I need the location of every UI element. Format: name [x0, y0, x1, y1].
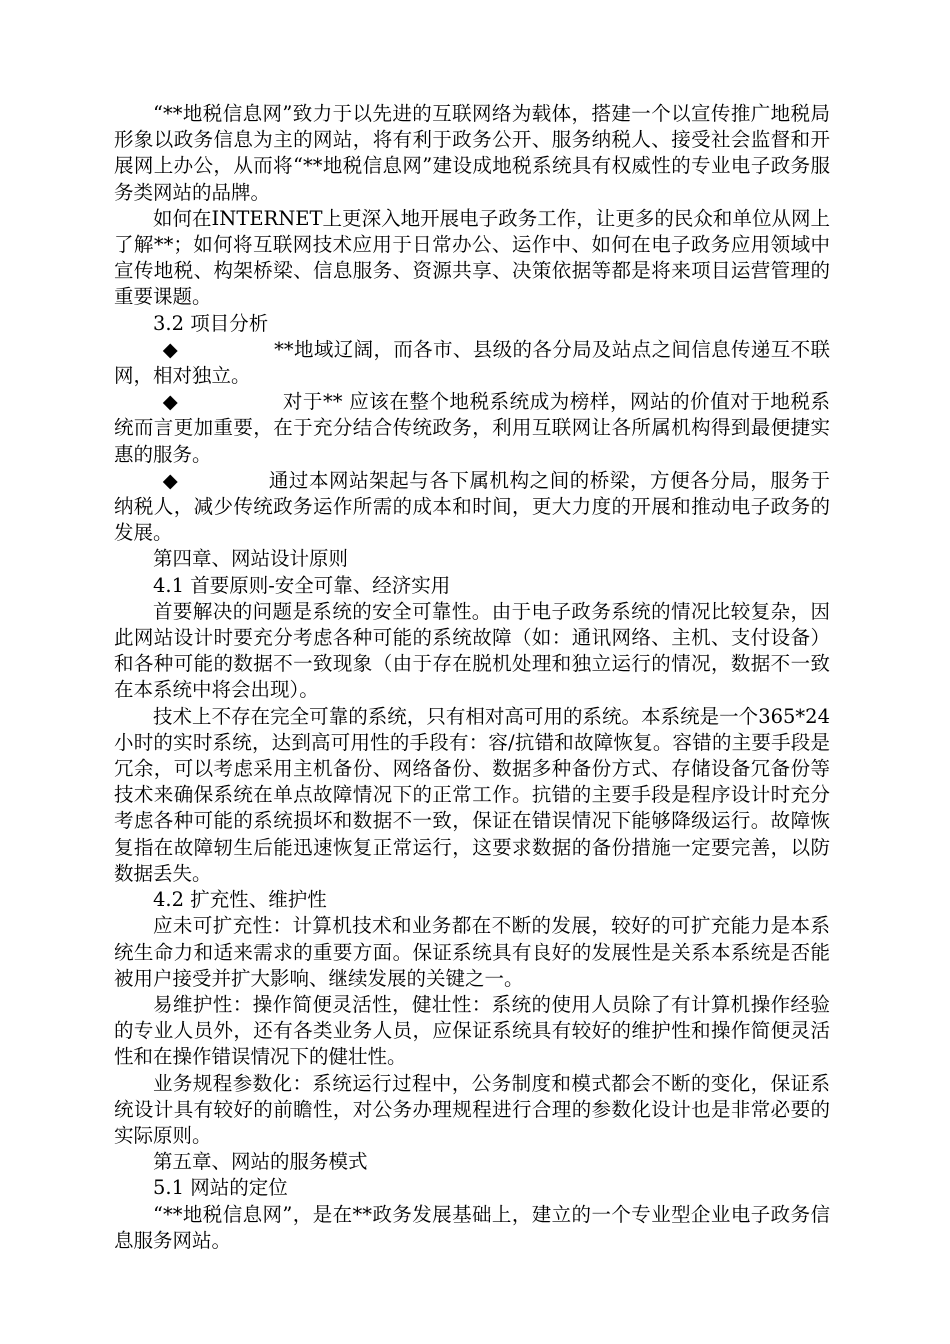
paragraph-positioning: “**地税信息网”，是在**政务发展基础上，建立的一个专业型企业电子政务信息服务网站。	[114, 1202, 830, 1252]
bullet-text-2: 对于** 应该在整个地税系统成为榜样，网站的价值对于地税系统而言更加重要，在于充分结合传统政务，利用互联网让各所属机构得到最便捷实惠的服务。	[114, 390, 831, 466]
bullet-item-2	[114, 389, 830, 468]
section-heading-3-2: 3.2 项目分析	[153, 311, 269, 335]
diamond-bullet-icon: ◆	[162, 390, 179, 414]
section-heading-4-1: 4.1 首要原则-安全可靠、经济实用	[153, 573, 451, 597]
paragraph-reliability: 首要解决的问题是系统的安全可靠性。由于电子政务系统的情况比较复杂，因此网站设计时要充分考虑各种可能的系统故障（如：通讯网络、主机、支付设备）和各种可能的数据不一致现象（由于存在脱机处理和独立运行的情况，数据不一致在本系统中将会出现）。	[114, 599, 830, 702]
bullet-item-3	[114, 468, 830, 547]
paragraph-extensibility: 应未可扩充性：计算机技术和业务都在不断的发展，较好的可扩充能力是本系统生命力和适来需求的重要方面。保证系统具有良好的发展性是关系本系统是否能被用户接受并扩大影响、继续发展的关键之一。	[114, 914, 830, 990]
bullet-text-3: 通过本网站架起与各下属机构之间的桥梁，方便各分局，服务于纳税人，减少传统政务运作所需的成本和时间，更大力度的开展和推动电子政务的发展。	[114, 468, 830, 545]
paragraph-internet: 如何在INTERNET上更深入地开展电子政务工作，让更多的民众和单位从网上了解**；如何将互联网技术应用于日常办公、运作中、如何在电子政务应用领域中宣传地税、构架桥梁、信息服务、资源共享、决策依据等都是将来项目运营管理的重要课题。	[114, 206, 830, 309]
bullet-item-1	[114, 337, 830, 389]
paragraph-parameterization: 业务规程参数化：系统运行过程中，公务制度和模式都会不断的变化，保证系统设计具有较好的前瞻性，对公务办理规程进行合理的参数化设计也是非常必要的实际原则。	[114, 1071, 830, 1147]
bullet-text-1: **地域辽阔，而各市、县级的各分局及站点之间信息传递互不联网，相对独立。	[114, 337, 830, 388]
diamond-bullet-icon: ◆	[162, 468, 179, 492]
section-heading-5-1: 5.1 网站的定位	[153, 1176, 288, 1200]
paragraph-maintainability: 易维护性：操作简便灵活性，健壮性：系统的使用人员除了有计算机操作经验的专业人员外，还有各类业务人员，应保证系统具有较好的维护性和操作简便灵活性和在操作错误情况下的健壮性。	[114, 992, 830, 1069]
section-heading-4-2: 4.2 扩充性、维护性	[153, 888, 327, 912]
chapter-heading-5: 第五章、网站的服务模式	[153, 1150, 368, 1174]
document-page	[114, 101, 830, 1254]
chapter-heading-4: 第四章、网站设计原则	[153, 547, 349, 571]
diamond-bullet-icon: ◆	[162, 337, 179, 361]
paragraph-availability: 技术上不存在完全可靠的系统，只有相对高可用的系统。本系统是一个365*24小时的实时系统，达到高可用性的手段有：容/抗错和故障恢复。容错的主要手段是冗余，可以考虑采用主机备份、网络备份、数据多种备份方式、存储设备冗备份等技术来确保系统在单点故障情况下的正常工作。抗错的主要手段是程序设计时充分考虑各种可能的系统损坏和数据不一致，保证在错误情况下能够降级运行。故障恢复指在故障轫生后能迅速恢复正常运行，这要求数据的备份措施一定要完善，以防数据丢失。	[114, 704, 830, 885]
paragraph-intro: “**地税信息网”致力于以先进的互联网络为载体，搭建一个以宣传推广地税局形象以政务信息为主的网站，将有利于政务公开、服务纳税人、接受社会监督和开展网上办公，从而将“**地税信息网”建设成地税系统具有权威性的专业电子政务服务类网站的品牌。	[114, 102, 830, 204]
